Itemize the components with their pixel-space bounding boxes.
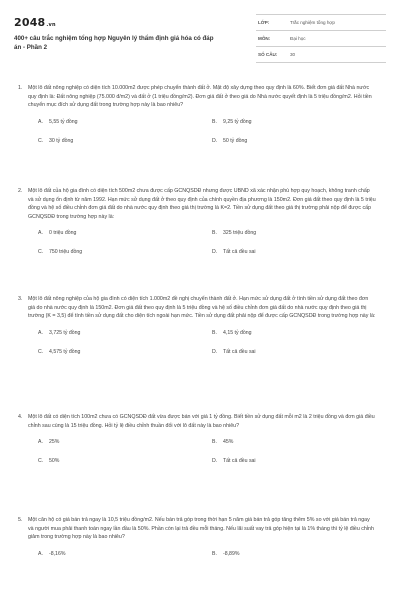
question-number: 5. (18, 517, 23, 523)
question-text: Một lô đất của hộ gia đình có diện tích 500m2 chưa được cấp GCNQSDĐ nhưng được UBND xã xác nhận phù hợp quy hoạch, không tranh chấp và sử dụng ổn định từ năm 1992. Hạn mức sử dụng đất ở theo quy định của chính quyền địa phương là 150m2. Đơn giá đất theo quy định là 5 triệu đồng và hệ số điều chỉnh đơn giá đất do nhà nước quy định theo giá thị trường là K=2. Tiền sử dụng đất theo giá thị trường phải nộp để được cấp GCNQSDĐ trong trường hợp này là: (28, 188, 376, 220)
answer-option-a[interactable] (38, 230, 212, 237)
answer-letter: B. (212, 118, 217, 125)
answer-option-b[interactable] (212, 330, 386, 337)
answer-option-b[interactable] (212, 119, 386, 126)
info-value: Trắc nghiệm tổng hợp (290, 20, 335, 25)
logo-main: 2048 (14, 16, 46, 29)
answer-option-b[interactable] (212, 551, 386, 558)
answer-letter: A. (38, 230, 43, 237)
question-text: Một căn hộ có giá bán trả ngay là 10,5 triệu đồng/m2. Nếu bán trả góp trong thời hạn 5 năm giá bán trả góp tăng thêm 5% so với giá bán trả ngay và người mua phải thanh toán ngay lần đầu là 50%. Phần còn lại trả đều mỗi tháng. Nếu lãi suất vay trả góp hiện tại là 1% tháng thì tỷ lệ điều chỉnh giảm trong trường hợp này là bao nhiêu? (28, 517, 374, 541)
answer-letter: D. (212, 458, 218, 465)
answer-letter: D. (212, 348, 218, 355)
answer-text: 325 triệu đồng (223, 230, 257, 237)
question-5 (14, 516, 386, 596)
info-box (256, 14, 386, 63)
question-text: Một lô đất có diện tích 100m2 chưa có GCNQSDĐ đất vừa được bán với giá 1 tỷ đồng. Biết tiền sử dụng đất mỗi m2 là 2 triệu đồng và đơn giá điều chỉnh sau cùng là 15 triệu đồng. Hỏi tỷ lệ điều chỉnh thuần đối với lô đất này là bao nhiêu? (28, 414, 375, 429)
answer-option-a[interactable] (38, 330, 212, 337)
answer-text: 0 triệu đồng (49, 230, 77, 237)
answer-text: -8,89% (223, 550, 240, 557)
site-logo[interactable] (14, 16, 219, 29)
answer-text: Tất cả đều sai (223, 458, 256, 465)
answer-options (14, 230, 386, 256)
answer-text: 750 triệu đồng (49, 249, 83, 256)
answer-option-d[interactable] (212, 138, 386, 145)
answer-option-c[interactable] (38, 458, 212, 465)
question-3 (14, 295, 386, 413)
answer-letter: A. (38, 329, 43, 336)
answer-letter: B. (212, 550, 217, 557)
answer-option-d[interactable] (212, 458, 386, 465)
answer-text: -8,16% (49, 550, 66, 557)
question-number: 4. (18, 414, 23, 420)
answer-letter: B. (212, 329, 217, 336)
document-header (14, 6, 386, 66)
answer-letter: B. (212, 439, 217, 446)
answer-option-b[interactable] (212, 230, 386, 237)
info-key: SỐ CÂU: (258, 52, 278, 57)
answer-option-b[interactable] (212, 439, 386, 446)
info-row-class (256, 15, 386, 31)
answer-option-a[interactable] (38, 551, 212, 558)
answer-text: 25% (49, 439, 60, 446)
answer-option-c[interactable] (38, 138, 212, 145)
answer-letter: A. (38, 118, 43, 125)
info-value: 30 (290, 52, 296, 57)
answer-options (14, 551, 386, 558)
question-text: Một lô đất nông nghiệp có diện tích 10.000m2 được phép chuyển thành đất ở. Mật độ xây dựng theo quy định là 60%. Biết đơn giá đất Nhà nước quy định là: Đất nông nghiệp (75.000 đ/m2) và đất ở (1 triệu đồng/m2). Đơn giá đất ở theo giá do Nhà nước quyết định là 5 triệu đồng/m2. Hỏi tiền chuyển mục đích sử dụng đất trong trường hợp này là bao nhiêu? (28, 85, 372, 109)
answer-options (14, 119, 386, 145)
answer-text: 30 tỷ đồng (49, 137, 74, 144)
question-1 (14, 84, 386, 187)
answer-option-a[interactable] (38, 439, 212, 446)
answer-letter: A. (38, 550, 43, 557)
info-key: LỚP: (258, 20, 270, 25)
answer-text: 5,55 tỷ đồng (49, 118, 78, 125)
answer-text: Tất cả đều sai (223, 348, 256, 355)
answer-letter: D. (212, 249, 218, 256)
answer-letter: C. (38, 348, 44, 355)
answer-text: 45% (223, 439, 234, 446)
answer-option-c[interactable] (38, 249, 212, 256)
info-key: MÔN: (258, 36, 271, 41)
question-2 (14, 187, 386, 295)
answer-text: 9,25 tỷ đồng (223, 118, 252, 125)
answer-text: 4,575 tỷ đồng (49, 348, 81, 355)
answer-letter: C. (38, 249, 44, 256)
question-number: 1. (18, 85, 23, 91)
info-row-count (256, 47, 386, 63)
answer-options (14, 439, 386, 465)
info-value: Đại học (290, 36, 306, 41)
question-text: Một lô đất nông nghiệp của hộ gia đình có diện tích 1.000m2 đề nghị chuyển thành đất ở. Hạn mức sử dụng đất ở tính tiền sử dụng đất theo đơn giá do nhà nước quy định là 150m2. Đơn giá đất theo quy định là 5 triệu đồng và hệ số điều chỉnh đơn giá đất do nhà nước quy định theo giá thị trường (K = 3,5) để tính tiền sử dụng đất cho diện tích ngoài hạn mức. Tiền sử dụng đất phải nộp để được cấp GCNQSDĐ trong trường hợp này là: (28, 296, 376, 320)
answer-letter: D. (212, 137, 218, 144)
answer-option-d[interactable] (212, 349, 386, 356)
answer-letter: C. (38, 137, 44, 144)
answer-text: Tất cả đều sai (223, 249, 256, 256)
question-4 (14, 413, 386, 516)
question-number: 2. (18, 188, 23, 194)
answer-text: 50 tỷ đồng (223, 137, 248, 144)
answer-text: 3,725 tỷ đồng (49, 329, 81, 336)
document-title: 400+ câu trắc nghiệm tổng hợp Nguyên lý thẩm định giá hóa có đáp án - Phần 2 (14, 35, 214, 51)
info-row-subject (256, 31, 386, 47)
answer-text: 4,15 tỷ đồng (223, 329, 252, 336)
answer-option-c[interactable] (38, 349, 212, 356)
header-left (14, 6, 219, 52)
logo-sub: .vn (46, 22, 56, 28)
answer-text: 50% (49, 458, 60, 465)
answer-option-a[interactable] (38, 119, 212, 126)
answer-letter: B. (212, 230, 217, 237)
question-list (14, 84, 386, 596)
answer-letter: A. (38, 439, 43, 446)
answer-letter: C. (38, 458, 44, 465)
answer-options (14, 330, 386, 356)
question-number: 3. (18, 296, 23, 302)
answer-option-d[interactable] (212, 249, 386, 256)
